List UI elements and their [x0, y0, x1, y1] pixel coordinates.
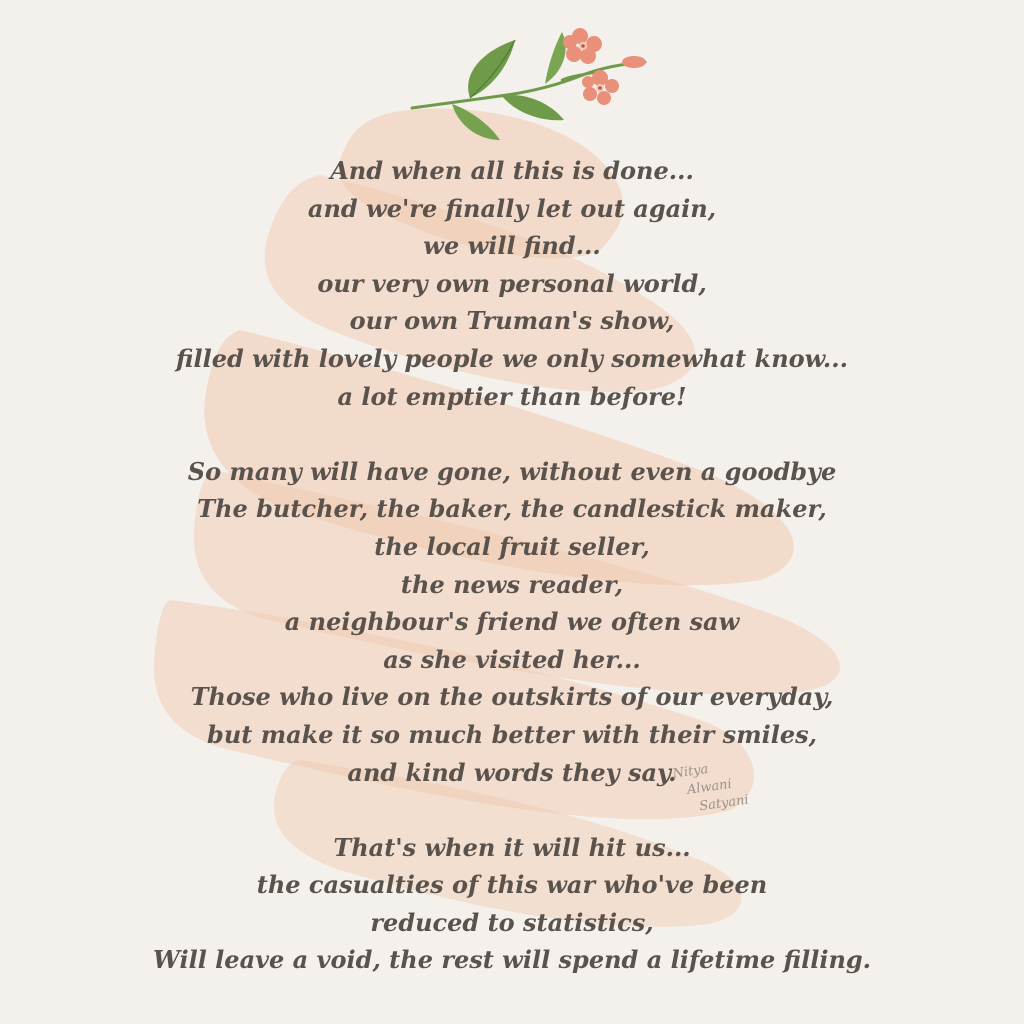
poem-line: the casualties of this war who've been [256, 870, 768, 900]
signature-line-2: Alwani [686, 776, 733, 798]
poem-line: the local fruit seller, [374, 531, 650, 561]
poem-line: a lot emptier than before! [337, 381, 687, 411]
poem-line: That's when it will hit us... [333, 832, 691, 862]
artist-signature [672, 755, 761, 835]
poem-line: Will leave a void, the rest will spend a lifetime filling. [152, 945, 872, 975]
poem-line: and we're finally let out again, [307, 193, 717, 223]
poem-line: the news reader, [400, 569, 624, 599]
stanza [0, 829, 1024, 979]
poem-line: our very own personal world, [317, 268, 707, 298]
poem-line: and kind words they say. [347, 757, 677, 787]
poem-text [0, 152, 1024, 1017]
poem-line: but make it so much better with their smiles, [207, 719, 817, 749]
stanza [0, 453, 1024, 791]
poem-line: The butcher, the baker, the candlestick maker, [197, 494, 827, 524]
poem-line: And when all this is done... [330, 156, 694, 185]
poem-line: our own Truman's show, [349, 306, 675, 336]
signature-line-3: Satyani [698, 792, 750, 815]
poem-line: Those who live on the outskirts of our everyday, [190, 682, 834, 712]
signature-line-1: Nitya [671, 761, 710, 782]
poem-line: So many will have gone, without even a goodbye [187, 456, 837, 486]
poem-line: as she visited her... [383, 644, 641, 674]
poem-line: we will find... [423, 231, 601, 261]
poem-line: a neighbour's friend we often saw [284, 607, 740, 637]
poem-line: reduced to statistics, [370, 907, 654, 937]
poem-line: filled with lovely people we only somewhat know... [176, 343, 848, 373]
stanza [0, 152, 1024, 415]
